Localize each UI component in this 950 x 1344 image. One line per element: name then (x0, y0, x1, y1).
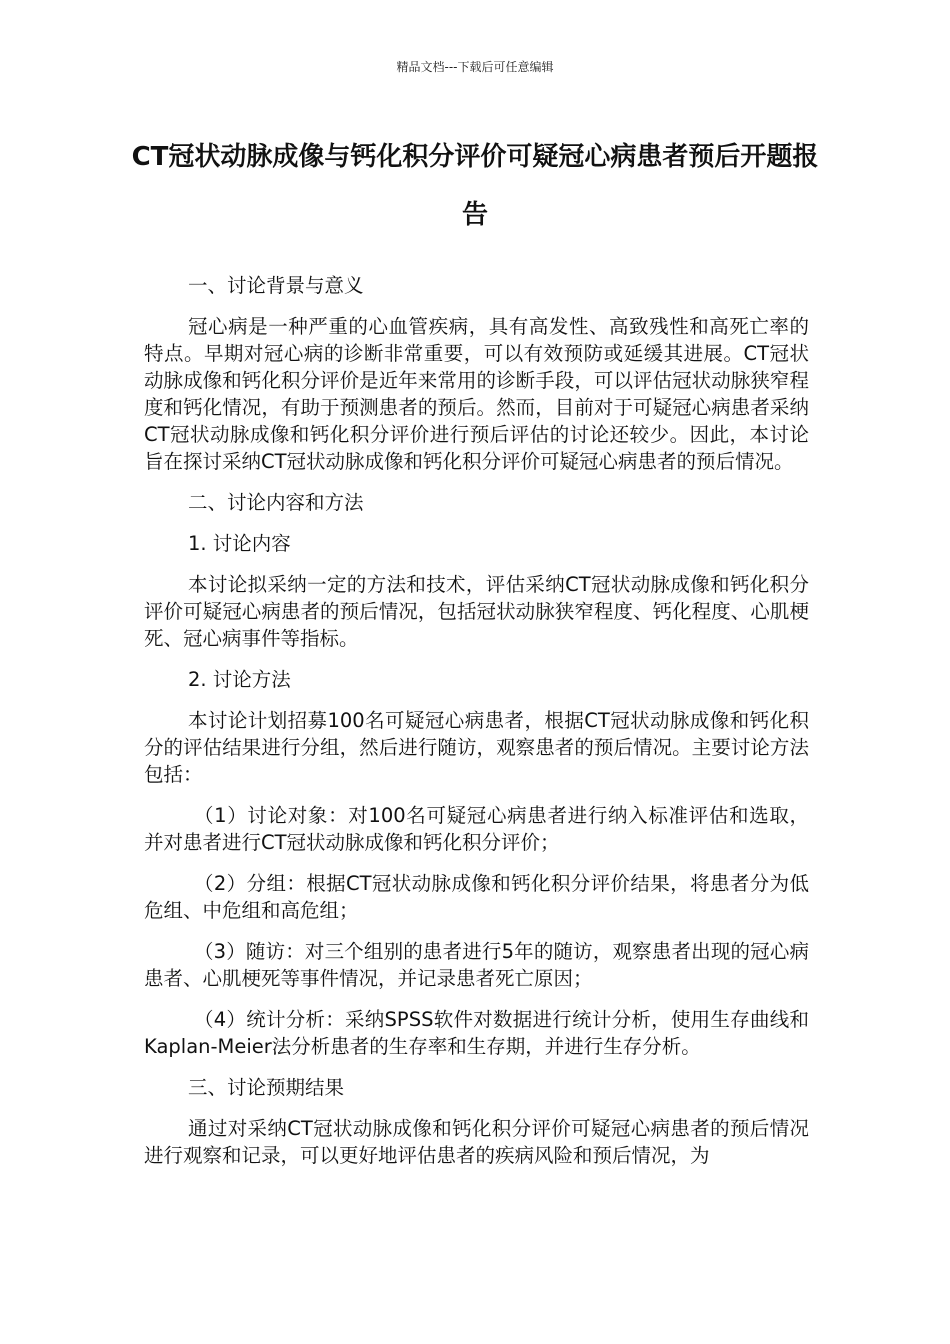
list-item-subjects: （1）讨论对象：对100名可疑冠心病患者进行纳入标准评估和选取，并对患者进行CT冠状动脉成像和钙化积分评价； (144, 804, 809, 854)
subheading-method: 2. 讨论方法 (188, 668, 291, 691)
list-item-grouping: （2）分组：根据CT冠状动脉成像和钙化积分评价结果，将患者分为低危组、中危组和高危组； (144, 872, 809, 922)
section-heading-content-method: 二、讨论内容和方法 (188, 491, 364, 514)
document-body (144, 272, 809, 1183)
section-heading-expected-results: 三、讨论预期结果 (188, 1076, 345, 1099)
list-item-statistics: （4）统计分析：采纳SPSS软件对数据进行统计分析，使用生存曲线和Kaplan-Meier法分析患者的生存率和生存期，并进行生存分析。 (144, 1008, 809, 1058)
paragraph-method: 本讨论计划招募100名可疑冠心病患者，根据CT冠状动脉成像和钙化积分的评估结果进行分组，然后进行随访，观察患者的预后情况。主要讨论方法包括： (144, 709, 809, 786)
list-item-followup: （3）随访：对三个组别的患者进行5年的随访，观察患者出现的冠心病患者、心肌梗死等事件情况，并记录患者死亡原因； (144, 940, 809, 990)
paragraph-expected-results: 通过对采纳CT冠状动脉成像和钙化积分评价可疑冠心病患者的预后情况进行观察和记录，可以更好地评估患者的疾病风险和预后情况，为 (144, 1117, 809, 1167)
paragraph-content: 本讨论拟采纳一定的方法和技术，评估采纳CT冠状动脉成像和钙化积分评价可疑冠心病患者的预后情况，包括冠状动脉狭窄程度、钙化程度、心肌梗死、冠心病事件等指标。 (144, 573, 809, 650)
subheading-content: 1. 讨论内容 (188, 532, 291, 555)
page-header: 精品文档---下载后可任意编辑 (396, 60, 554, 74)
paragraph-background: 冠心病是一种严重的心血管疾病，具有高发性、高致残性和高死亡率的特点。早期对冠心病的诊断非常重要，可以有效预防或延缓其进展。CT冠状动脉成像和钙化积分评价是近年来常用的诊断手段，可以评估冠状动脉狭窄程度和钙化情况，有助于预测患者的预后。然而，目前对于可疑冠心病患者采纳CT冠状动脉成像和钙化积分评价进行预后评估的讨论还较少。因此，本讨论旨在探讨采纳CT冠状动脉成像和钙化积分评价可疑冠心病患者的预后情况。 (144, 315, 809, 473)
section-heading-background: 一、讨论背景与意义 (188, 274, 364, 297)
document-title: CT冠状动脉成像与钙化积分评价可疑冠心病患者预后开题报告 (131, 142, 819, 230)
